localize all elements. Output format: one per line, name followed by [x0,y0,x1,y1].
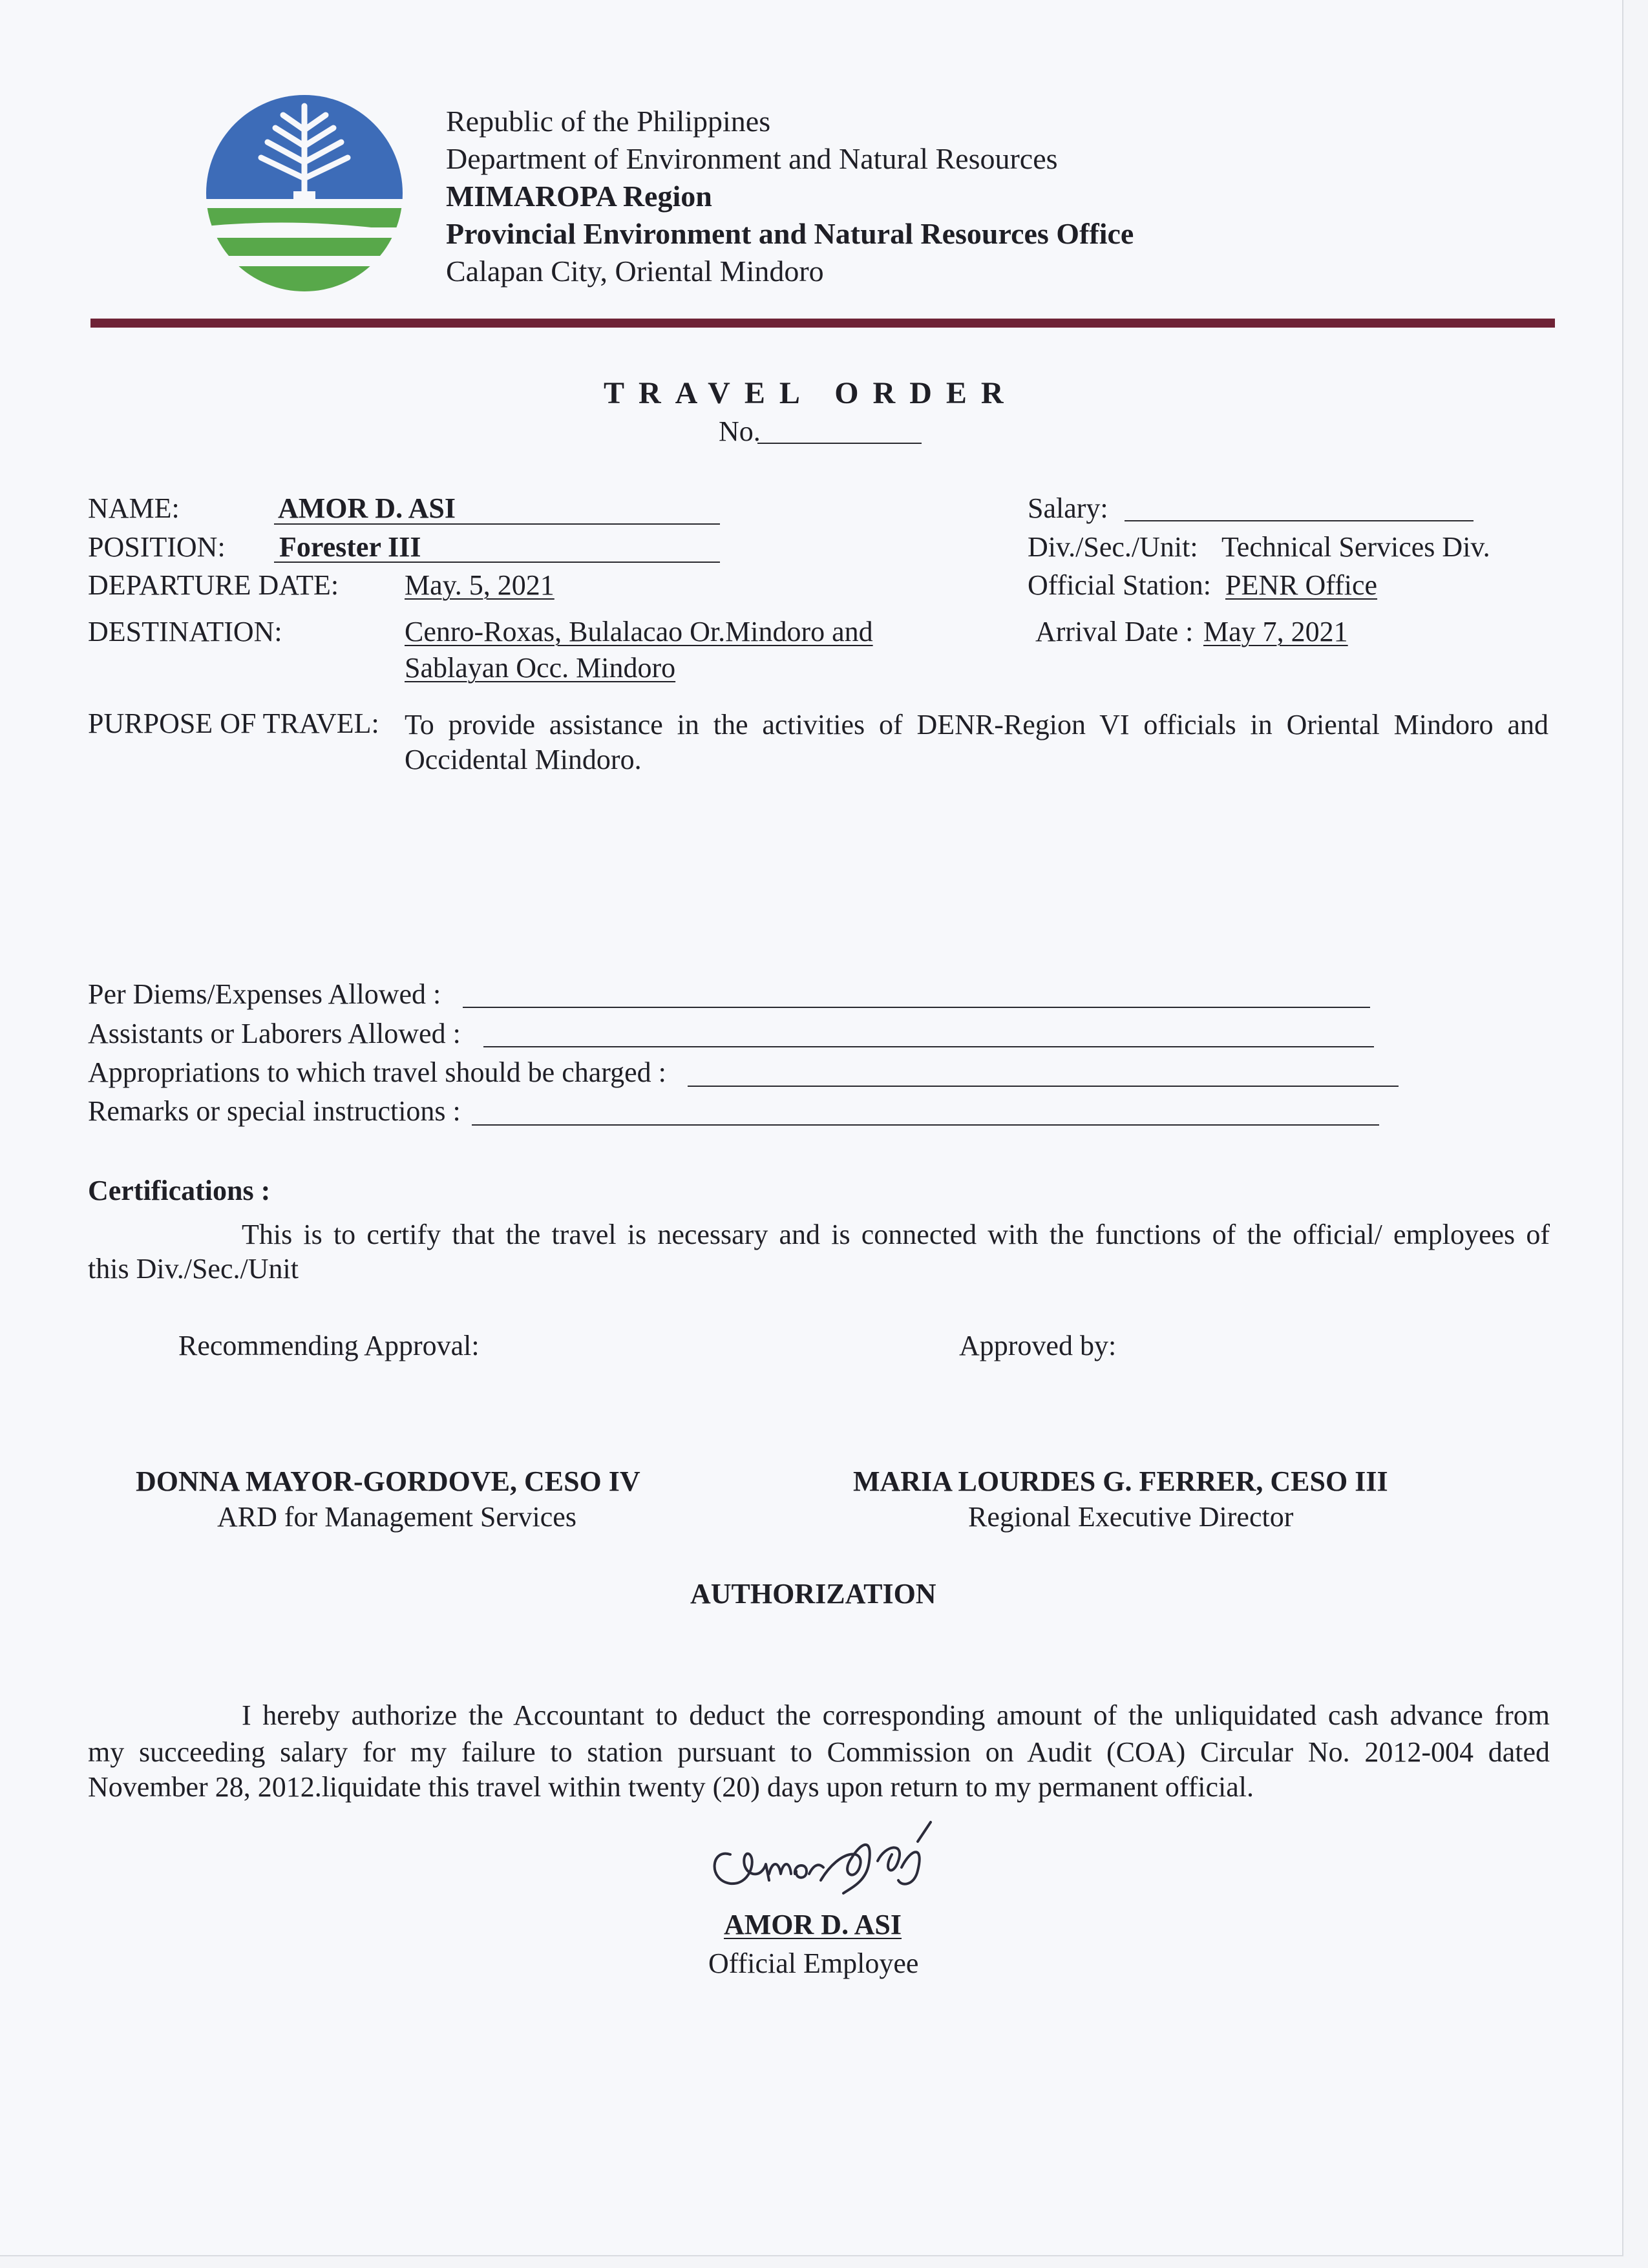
appropriations-blank [688,1086,1399,1087]
header-department: Department of Environment and Natural Resources [446,142,1058,175]
position-label: POSITION: [88,531,226,563]
remarks-label: Remarks or special instructions : [88,1095,461,1127]
position-underline [274,562,720,563]
division-label: Div./Sec./Unit: [1028,531,1198,563]
number-blank [757,443,922,444]
salary-blank [1125,520,1474,521]
per-diems-label: Per Diems/Expenses Allowed : [88,978,441,1010]
header-city: Calapan City, Oriental Mindoro [446,255,824,288]
approved-label: Approved by: [959,1330,1117,1361]
division-value: Technical Services Div. [1221,531,1490,563]
header-divider [90,319,1555,328]
certifications-line1: This is to certify that the travel is necessary and is connected with the functions of the official/ employees of [242,1219,1550,1250]
purpose-line2: Occidental Mindoro. [405,744,642,775]
employee-title: Official Employee [708,1948,919,1979]
number-label: No. [719,415,761,447]
assistants-label: Assistants or Laborers Allowed : [88,1018,461,1049]
station-label: Official Station: [1028,569,1211,601]
denr-logo-icon [206,94,403,292]
assistants-blank [483,1046,1374,1047]
destination-label: DESTINATION: [88,616,282,647]
per-diems-blank [463,1007,1370,1008]
destination-line2: Sablayan Occ. Mindoro [405,652,676,684]
authorization-heading: AUTHORIZATION [690,1578,936,1610]
name-value: AMOR D. ASI [278,492,456,524]
remarks-blank [472,1124,1379,1126]
appropriations-label: Appropriations to which travel should be charged : [88,1056,666,1088]
recommender-title: ARD for Management Services [217,1501,576,1533]
page-title: TRAVEL ORDER [604,376,1018,410]
departure-label: DEPARTURE DATE: [88,569,339,601]
approver-title: Regional Executive Director [968,1501,1294,1533]
station-value: PENR Office [1225,569,1378,601]
arrival-value: May 7, 2021 [1203,616,1348,647]
certifications-heading: Certifications : [88,1175,271,1206]
purpose-label: PURPOSE OF TRAVEL: [88,708,379,739]
name-underline [274,523,720,525]
approver-name: MARIA LOURDES G. FERRER, CESO III [853,1465,1388,1497]
authorization-line1: I hereby authorize the Accountant to deduct the corresponding amount of the unliquidated cash advance from [242,1699,1550,1731]
header-region: MIMAROPA Region [446,180,712,213]
arrival-label: Arrival Date : [1035,616,1194,647]
certifications-line2: this Div./Sec./Unit [88,1253,299,1285]
position-value: Forester III [279,531,421,563]
purpose-line1: To provide assistance in the activities of DENR-Region VI officials in Oriental Mindoro and [405,709,1548,740]
employee-name: AMOR D. ASI [724,1909,902,1940]
departure-value: May. 5, 2021 [405,569,555,601]
destination-line1: Cenro-Roxas, Bulalacao Or.Mindoro and [405,616,873,647]
authorization-line2: my succeeding salary for my failure to station pursuant to Commission on Audit (COA) Circular No. 2012-004 dated [88,1736,1550,1768]
recommending-label: Recommending Approval: [178,1330,480,1361]
header-republic: Republic of the Philippines [446,105,771,138]
header-office: Provincial Environment and Natural Resources Office [446,217,1134,250]
name-label: NAME: [88,492,180,524]
salary-label: Salary: [1028,492,1108,524]
authorization-line3: November 28, 2012.liquidate this travel within twenty (20) days upon return to my permanent official. [88,1771,1254,1803]
recommender-name: DONNA MAYOR-GORDOVE, CESO IV [136,1465,640,1497]
